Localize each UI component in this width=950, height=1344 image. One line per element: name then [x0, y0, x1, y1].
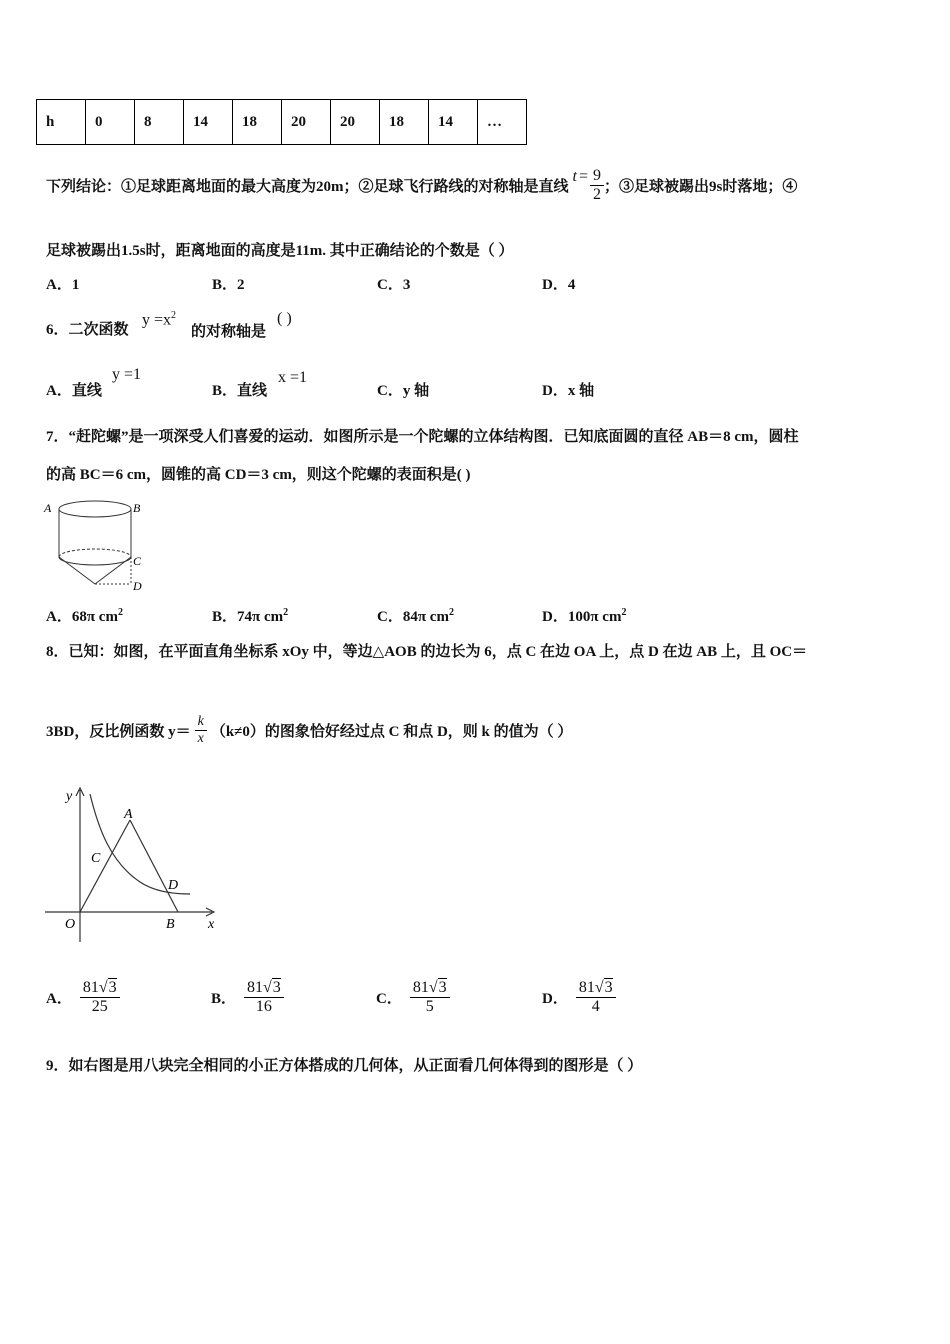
label-b: B — [133, 501, 141, 515]
q8-option-a-label: A． — [46, 991, 72, 1007]
q8-line2 — [46, 700, 572, 760]
table-cell: 18 — [380, 100, 429, 145]
q8-option-b-num: 81√3 — [247, 979, 281, 996]
label-x: x — [208, 917, 215, 932]
label-d: D — [133, 579, 142, 593]
q6-paren: ( ) — [277, 310, 292, 327]
q7-option-d — [542, 605, 626, 626]
table-cell: 18 — [233, 100, 282, 145]
q6-option-c: C．y 轴 — [377, 383, 430, 399]
q8-option-c-den: 5 — [410, 997, 450, 1016]
q8-option-c-label: C． — [376, 991, 402, 1007]
q8-option-a-num: 81√3 — [82, 979, 117, 996]
q8-option-c-rad: 3 — [438, 979, 447, 996]
q8-option-d-den: 4 — [576, 997, 616, 1016]
label-d: D — [168, 878, 179, 893]
q7-option-d-label: D．100π cm — [542, 609, 622, 625]
q6-option-d: D．x 轴 — [542, 383, 595, 399]
q6-stem-suffix: 的对称轴是 — [191, 324, 267, 340]
q6-option-b-formula: x =1 — [278, 369, 308, 386]
table-cell: 20 — [331, 100, 380, 145]
bottom-ellipse-back — [59, 549, 131, 557]
q5-t-var: t — [572, 168, 577, 185]
q8-option-d-num: 81√3 — [578, 979, 613, 996]
q8-option-a-den: 25 — [80, 997, 120, 1016]
q7-option-a — [46, 605, 123, 626]
q5-conclusions-text: 下列结论：①足球距离地面的最大高度为20m；②足球飞行路线的对称轴是直线 — [46, 178, 569, 195]
q5-option-d: D．4 — [542, 277, 576, 293]
label-a: A — [44, 501, 52, 515]
q8-option-a-fraction — [80, 979, 120, 1016]
q8-option-c — [376, 970, 450, 1025]
q6-formula-exp: 2 — [171, 310, 177, 321]
table-cell: 14 — [429, 100, 478, 145]
q6-stem-prefix: 6．二次函数 — [46, 322, 129, 338]
q6-option-b: B．直线 — [212, 383, 268, 399]
q7-line2: 的高 BC＝6 cm，圆锥的高 CD＝3 cm，则这个陀螺的表面积是( ) — [46, 467, 471, 483]
q8-option-d-fraction — [576, 979, 616, 1016]
label-o: O — [65, 917, 76, 932]
q5-t-den: 2 — [590, 185, 604, 204]
table-cell: 8 — [135, 100, 184, 145]
q7-option-a-label: A．68π cm — [46, 609, 118, 625]
q7-option-c-exp: 2 — [448, 607, 454, 618]
q8-option-b — [211, 970, 284, 1025]
q8-option-b-coef: 81 — [247, 979, 264, 996]
q8-option-b-den: 16 — [244, 997, 284, 1016]
q8-line1: 8．已知：如图，在平面直角坐标系 xOy 中，等边△AOB 的边长为 6，点 C 在边 OA 上，点 D 在边 AB 上，且 OC＝ — [46, 644, 808, 660]
q8-option-b-rad: 3 — [272, 979, 281, 996]
triangle-side-ab — [130, 820, 178, 912]
table-cell: 20 — [282, 100, 331, 145]
q8-k-fraction — [195, 714, 207, 747]
q5-line2: 足球被踢出1.5s时，距离地面的高度是11m. 其中正确结论的个数是（ ） — [46, 243, 514, 259]
height-table — [36, 99, 527, 145]
q9-stem: 9．如右图是用八块完全相同的小正方体搭成的几何体，从正面看几何体得到的图形是（ ） — [46, 1058, 643, 1074]
q8-line2-prefix: 3BD，反比例函数 y＝ — [46, 723, 191, 740]
q7-option-b-exp: 2 — [283, 607, 289, 618]
q6-option-a: A．直线 — [46, 383, 102, 399]
q8-option-c-coef: 81 — [412, 979, 429, 996]
q6-option-a-formula: y =1 — [112, 366, 142, 383]
q7-line1: 7．“赶陀螺”是一项深受人们喜爱的运动．如图所示是一个陀螺的立体结构图．已知底面圆的直径 AB＝8 cm，圆柱 — [46, 429, 799, 445]
q5-option-c: C．3 — [377, 277, 411, 293]
label-y: y — [66, 789, 73, 804]
q8-option-d-rad: 3 — [604, 979, 613, 996]
table-cell: … — [478, 100, 527, 145]
q5-t-fraction — [590, 167, 604, 204]
table-cell: h — [37, 100, 86, 145]
q7-option-c — [377, 605, 454, 626]
q8-option-b-fraction — [244, 979, 284, 1016]
q5-option-b: B．2 — [212, 277, 245, 293]
q5-conclusions-text2: ；③足球被踢出9s时落地；④ — [603, 178, 798, 195]
q8-option-a-coef: 81 — [82, 979, 99, 996]
spinning-top-figure — [40, 494, 150, 594]
table-cell: 0 — [86, 100, 135, 145]
q7-option-c-label: C．84π cm — [377, 609, 449, 625]
q8-option-c-fraction — [410, 979, 450, 1016]
q7-option-b-label: B．74π cm — [212, 609, 284, 625]
table-row — [37, 100, 527, 145]
label-c: C — [91, 851, 101, 866]
q8-option-a-rad: 3 — [108, 979, 117, 996]
label-c: C — [133, 554, 142, 568]
q8-option-d-label: D． — [542, 991, 568, 1007]
q6-formula-base: y =x — [142, 311, 172, 329]
q8-k-num: k — [197, 713, 204, 729]
q5-conclusions-line — [46, 160, 797, 210]
q6-formula — [142, 310, 176, 329]
q5-t-eq: = — [578, 168, 588, 185]
cone-left-edge — [59, 557, 95, 584]
bottom-ellipse-front — [59, 557, 131, 565]
q8-option-d — [542, 970, 616, 1025]
q8-option-a — [46, 970, 120, 1025]
q7-option-b — [212, 605, 288, 626]
coordinate-figure — [40, 782, 230, 947]
q7-option-d-exp: 2 — [621, 607, 627, 618]
q8-option-b-label: B． — [211, 991, 237, 1007]
q8-k-den: x — [195, 730, 207, 747]
q5-option-a: A．1 — [46, 277, 80, 293]
label-b: B — [166, 917, 175, 932]
cone-right-edge — [95, 557, 131, 584]
q8-option-d-coef: 81 — [578, 979, 595, 996]
label-a: A — [124, 807, 133, 822]
q5-t-num: 9 — [592, 166, 601, 184]
top-ellipse — [59, 501, 131, 517]
table-cell: 14 — [184, 100, 233, 145]
q8-line2-suffix: （k≠0）的图象恰好经过点 C 和点 D，则 k 的值为（ ） — [210, 723, 573, 740]
q7-option-a-exp: 2 — [117, 607, 123, 618]
q8-option-c-num: 81√3 — [412, 979, 447, 996]
